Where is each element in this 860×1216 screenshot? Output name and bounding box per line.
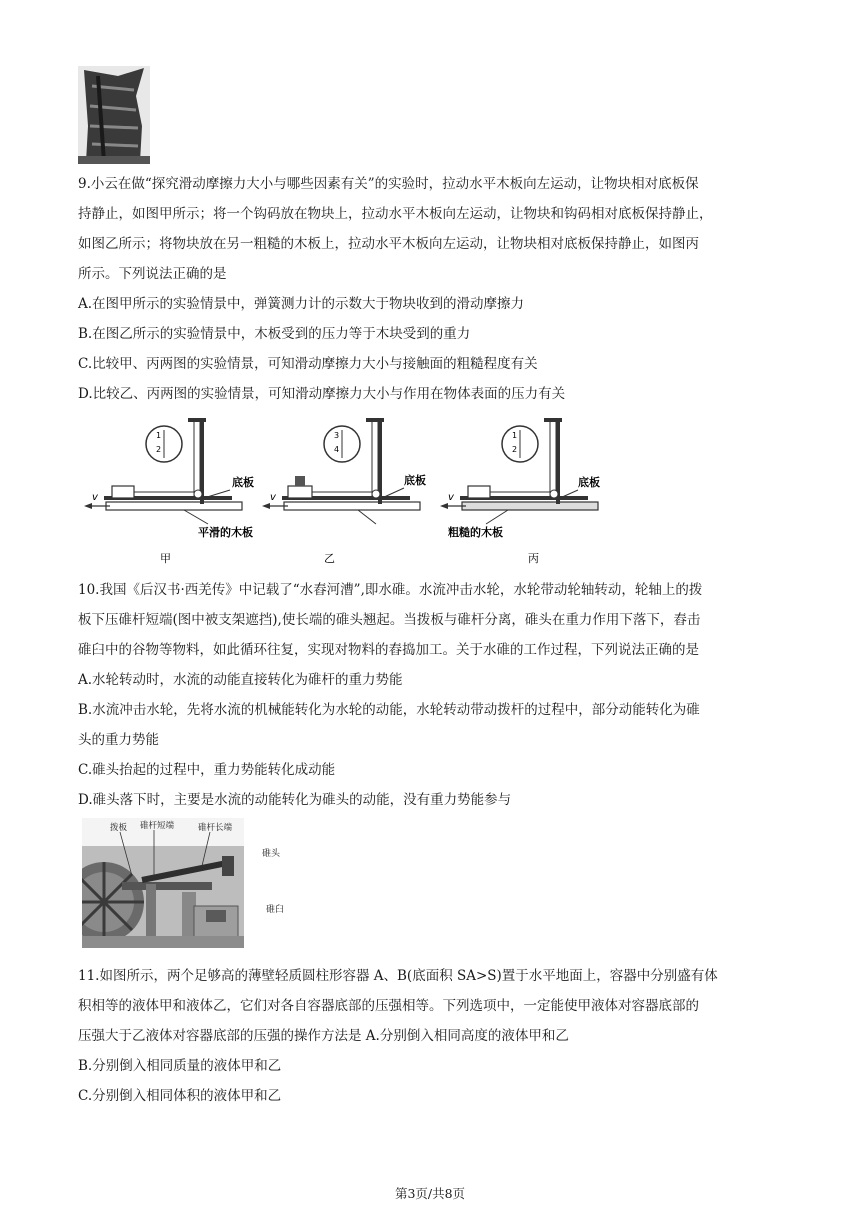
panel-caption: 乙: [324, 552, 335, 565]
panel-jia: [84, 418, 254, 565]
q11-option-b: B.分别倒入相同质量的液体甲和乙: [78, 1058, 282, 1074]
panel-caption: 丙: [528, 552, 539, 565]
q9-line-2: 持静止，如图甲所示；将一个钩码放在物块上，拉动水平木板向左运动，让物块和钩码相对底板保持静止，: [78, 206, 713, 222]
q10-option-b: B.水流冲击水轮，先将水流的机械能转化为水轮的动能，水轮转动带动拨杆的过程中，部分动能转化为碓: [78, 702, 700, 718]
q11-line-2: 积相等的液体甲和液体乙，它们对各自容器底部的压强相等。下列选项中，一定能使甲液体对容器底部的: [78, 998, 699, 1014]
label-long-end: 碓杆长端: [198, 823, 233, 833]
dial-number: 2: [512, 445, 518, 454]
dial-number: 2: [156, 445, 162, 454]
base-label: 底板: [578, 476, 600, 489]
label-short-end: 碓杆短端: [140, 821, 175, 831]
q9-line-3: 如图乙所示；将物块放在另一粗糙的木板上，拉动水平木板向左运动，让物块相对底板保持静止，如图丙: [78, 236, 699, 252]
top-photo: [78, 66, 150, 164]
board-label: 平滑的木板: [198, 526, 253, 539]
board-label: 粗糙的木板: [448, 526, 503, 539]
dial-number: 4: [334, 445, 340, 454]
q9-line-4: 所示。下列说法正确的是: [78, 266, 227, 282]
panel-caption: 甲: [160, 552, 171, 565]
q10-option-d: D.碓头落下时，主要是水流的动能转化为碓头的动能，没有重力势能参与: [78, 792, 512, 808]
dial-number: 3: [334, 431, 340, 440]
dial-number: 1: [512, 431, 518, 440]
q9-option-d: D.比较乙、丙两图的实验情景，可知滑动摩擦力大小与作用在物体表面的压力有关: [78, 386, 566, 402]
panel-yi: [262, 418, 426, 565]
label-mortar-outside: 碓臼: [266, 905, 285, 915]
dial-number: 1: [156, 431, 162, 440]
q10-line-1: 10.我国《后汉书·西羌传》中记载了“水舂河漕”,即水碓。水流冲击水轮，水轮带动轮轴转动，轮轴上的拨: [78, 582, 703, 598]
q10-figure: [82, 818, 244, 948]
q9-option-a: A.在图甲所示的实验情景中，弹簧测力计的示数大于物块收到的滑动摩擦力: [78, 296, 525, 312]
label-hammer-head-outside: 碓头: [262, 849, 281, 859]
q9-option-c: C.比较甲、丙两图的实验情景，可知滑动摩擦力大小与接触面的粗糙程度有关: [78, 356, 538, 372]
panel-bing: [440, 418, 600, 565]
base-label: 底板: [404, 474, 426, 487]
q11-option-c: C.分别倒入相同体积的液体甲和乙: [78, 1088, 282, 1104]
page-number: 第3页/共8页: [394, 1186, 466, 1201]
q9-option-b: B.在图乙所示的实验情景中，木板受到的压力等于木块受到的重力: [78, 326, 471, 342]
velocity-label: v: [92, 492, 98, 503]
label-boban: 拨板: [110, 823, 128, 833]
q10-option-c: C.碓头抬起的过程中，重力势能转化成动能: [78, 762, 336, 778]
q11-line-3: 压强大于乙液体对容器底部的压强的操作方法是 A.分别倒入相同高度的液体甲和乙: [78, 1028, 569, 1044]
q10-line-2: 板下压碓杆短端(图中被支架遮挡),使长端的碓头翘起。当拨板与碓杆分离，碓头在重力作用下落下，舂击: [78, 612, 701, 628]
q10-option-a: A.水轮转动时，水流的动能直接转化为碓杆的重力势能: [78, 672, 403, 688]
q11-line-1: 11.如图所示，两个足够高的薄壁轻质圆柱形容器 A、B(底面积 SA>S)置于水平地面上，容器中分别盛有体: [78, 968, 718, 984]
q10-line-3: 碓臼中的谷物等物料，如此循环往复，实现对物料的舂捣加工。关于水碓的工作过程，下列说法正确的是: [78, 642, 699, 658]
base-label: 底板: [232, 476, 254, 489]
q9-figure: [80, 412, 620, 572]
velocity-label: v: [270, 492, 276, 503]
q10-option-b-cont: 头的重力势能: [78, 732, 159, 748]
velocity-label: v: [448, 492, 454, 503]
q9-line-1: 9.小云在做“探究滑动摩擦力大小与哪些因素有关”的实验时，拉动水平木板向左运动，让物块相对底板保: [78, 176, 699, 192]
